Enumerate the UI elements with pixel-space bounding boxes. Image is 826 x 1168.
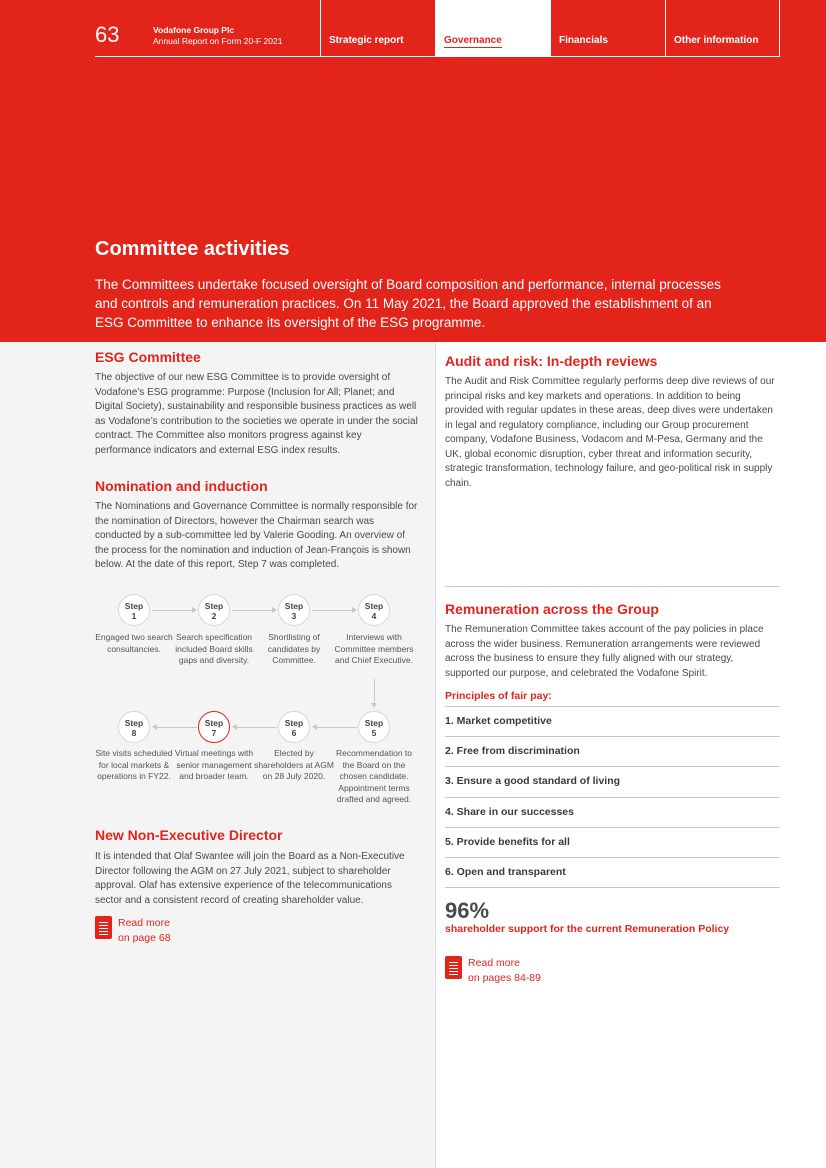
principle-item: 5. Provide benefits for all — [445, 827, 780, 857]
step-label: Step — [364, 718, 384, 728]
step-4-desc: Interviews with Committee members and Chief Executive. — [334, 632, 414, 665]
step-5-circle — [358, 711, 390, 743]
connector-3-4 — [312, 610, 352, 611]
report-name: Annual Report on Form 20-F 2021 — [153, 36, 283, 46]
step-2-circle — [198, 594, 230, 626]
nomination-title: Nomination and induction — [95, 478, 268, 494]
connector-1-2 — [152, 610, 192, 611]
esg-title: ESG Committee — [95, 349, 201, 365]
principles-title: Principles of fair pay: — [445, 690, 552, 702]
arrow-left — [232, 724, 237, 730]
step-label: Step — [204, 601, 224, 611]
tab-governance[interactable] — [435, 0, 550, 56]
step-1-circle — [118, 594, 150, 626]
principle-item: 4. Share in our successes — [445, 797, 780, 827]
principles-bottom-rule — [445, 887, 780, 888]
step-1-desc: Engaged two search consultancies. — [95, 632, 173, 654]
tab-other-information[interactable] — [665, 0, 780, 56]
step-3-circle — [278, 594, 310, 626]
step-6-desc: Elected by shareholders at AGM on 28 July 2020. — [254, 748, 334, 781]
step-number: 8 — [131, 728, 137, 738]
read-more-page: on pages 84-89 — [468, 972, 541, 984]
principle-item: 6. Open and transparent — [445, 857, 780, 887]
ned-text: It is intended that Olaf Swantee will join the Board as a Non-Executive Director following the AGM on 27 July 2021, subject to shareholder approval. Olaf has extensive experience of the telecommunications sector and a consistent record of creating shareholder value. — [95, 851, 405, 906]
nav-underline — [95, 56, 780, 57]
tab-label: Financials — [559, 35, 608, 46]
company-name: Vodafone Group Plc — [153, 25, 235, 35]
tab-label: Strategic report — [329, 35, 404, 46]
read-more-text — [468, 956, 541, 986]
audit-title: Audit and risk: In-depth reviews — [445, 353, 658, 369]
page-intro: The Committees undertake focused oversight of Board composition and performance, internal processes and controls and remuneration practices. On 11 May 2021, the Board approved the establishment of an ESG Committee to enhance its oversight of the ESG programme. — [95, 277, 721, 330]
step-number: 4 — [371, 611, 377, 621]
step-8-desc: Site visits scheduled for local markets & operations in FY22. — [95, 748, 173, 781]
step-8-circle — [118, 711, 150, 743]
step-number: 3 — [291, 611, 297, 621]
read-more-link[interactable] — [445, 956, 541, 986]
tab-label: Governance — [444, 35, 502, 46]
section-divider — [445, 586, 780, 587]
step-number: 1 — [131, 611, 137, 621]
step-number: 6 — [291, 728, 297, 738]
connector-2-3 — [232, 610, 272, 611]
step-4-circle — [358, 594, 390, 626]
step-7-circle — [198, 711, 230, 743]
read-more-label: Read more — [118, 917, 170, 929]
remuneration-text: The Remuneration Committee takes account of the pay policies in place across the wider business. Remuneration arrangements were reviewed across the business to ensure they fully aligned with our strategy, supported our purpose, and celebrated the Vodafone Spirit. — [445, 624, 764, 679]
read-more-label: Read more — [468, 957, 520, 969]
tab-strategic-report[interactable] — [320, 0, 435, 56]
principle-item: 1. Market competitive — [445, 706, 780, 736]
arrow-left — [312, 724, 317, 730]
principle-item: 3. Ensure a good standard of living — [445, 766, 780, 796]
step-label: Step — [124, 718, 144, 728]
read-more-text — [118, 916, 171, 946]
step-number: 2 — [211, 611, 217, 621]
step-number: 5 — [371, 728, 377, 738]
step-3-desc: Shortlisting of candidates by Committee. — [267, 632, 321, 665]
step-5-desc: Recommendation to the Board on the chosen candidate. Appointment terms drafted and agreed. — [335, 748, 413, 804]
step-2-desc: Search specification included Board skills gaps and diversity. — [175, 632, 253, 665]
step-label: Step — [204, 718, 224, 728]
connector-4-5 — [374, 679, 375, 703]
company-block — [153, 25, 282, 47]
principle-item: 2. Free from discrimination — [445, 736, 780, 766]
step-number: 7 — [211, 728, 217, 738]
connector-6-7 — [237, 727, 277, 728]
document-icon — [445, 956, 462, 979]
step-label: Step — [364, 601, 384, 611]
shareholder-support-label: shareholder support for the current Remuneration Policy — [445, 923, 730, 935]
read-more-page: on page 68 — [118, 932, 171, 944]
arrow-down — [371, 703, 377, 708]
arrow-right — [272, 607, 277, 613]
page-number: 63 — [95, 22, 120, 47]
step-7-desc: Virtual meetings with senior management and broader team. — [174, 748, 254, 781]
connector-5-6 — [317, 727, 357, 728]
arrow-left — [152, 724, 157, 730]
header-band — [0, 0, 826, 342]
document-icon — [95, 916, 112, 939]
nomination-text: The Nominations and Governance Committee is normally responsible for the nomination of Directors, however the Chairman search was conducted by a sub-committee led by Valerie Gooding. An overview of the process for the nomination and induction of Jean-François is shown below. At the date of this report, Step 7 was completed. — [95, 501, 418, 570]
step-label: Step — [124, 601, 144, 611]
connector-7-8 — [157, 727, 197, 728]
tab-financials[interactable] — [550, 0, 665, 56]
step-label: Step — [284, 718, 304, 728]
ned-title: New Non-Executive Director — [95, 827, 283, 843]
shareholder-support-stat: 96% — [445, 898, 490, 923]
arrow-right — [192, 607, 197, 613]
read-more-link[interactable] — [95, 916, 171, 946]
arrow-right — [352, 607, 357, 613]
page-title: Committee activities — [95, 238, 290, 260]
tab-label: Other information — [674, 35, 759, 46]
audit-text: The Audit and Risk Committee regularly performs deep dive reviews of our principal risks and key markets and operations. In addition to being provided with regular updates in these areas, deep dives were undertaken in legal and regulatory compliance, including our Group procurement company, Vodafone Business, Vodacom and M-Pesa, Germany and the UK, global economic disruption, cyber threat and information security, strategic transformation, technology failure, and geo-political risk in supply chain. — [445, 376, 775, 489]
step-6-circle — [278, 711, 310, 743]
step-label: Step — [284, 601, 304, 611]
remuneration-title: Remuneration across the Group — [445, 601, 659, 617]
esg-text: The objective of our new ESG Committee is to provide oversight of Vodafone’s ESG programme: Purpose (Inclusion for All; Planet; and Digital Society), sustainability and responsible business practices as well as Vodafone’s contribution to the societies we operate in under the social contract. The Committee also monitors progress against key performance indicators and external ESG index results. — [95, 372, 418, 456]
